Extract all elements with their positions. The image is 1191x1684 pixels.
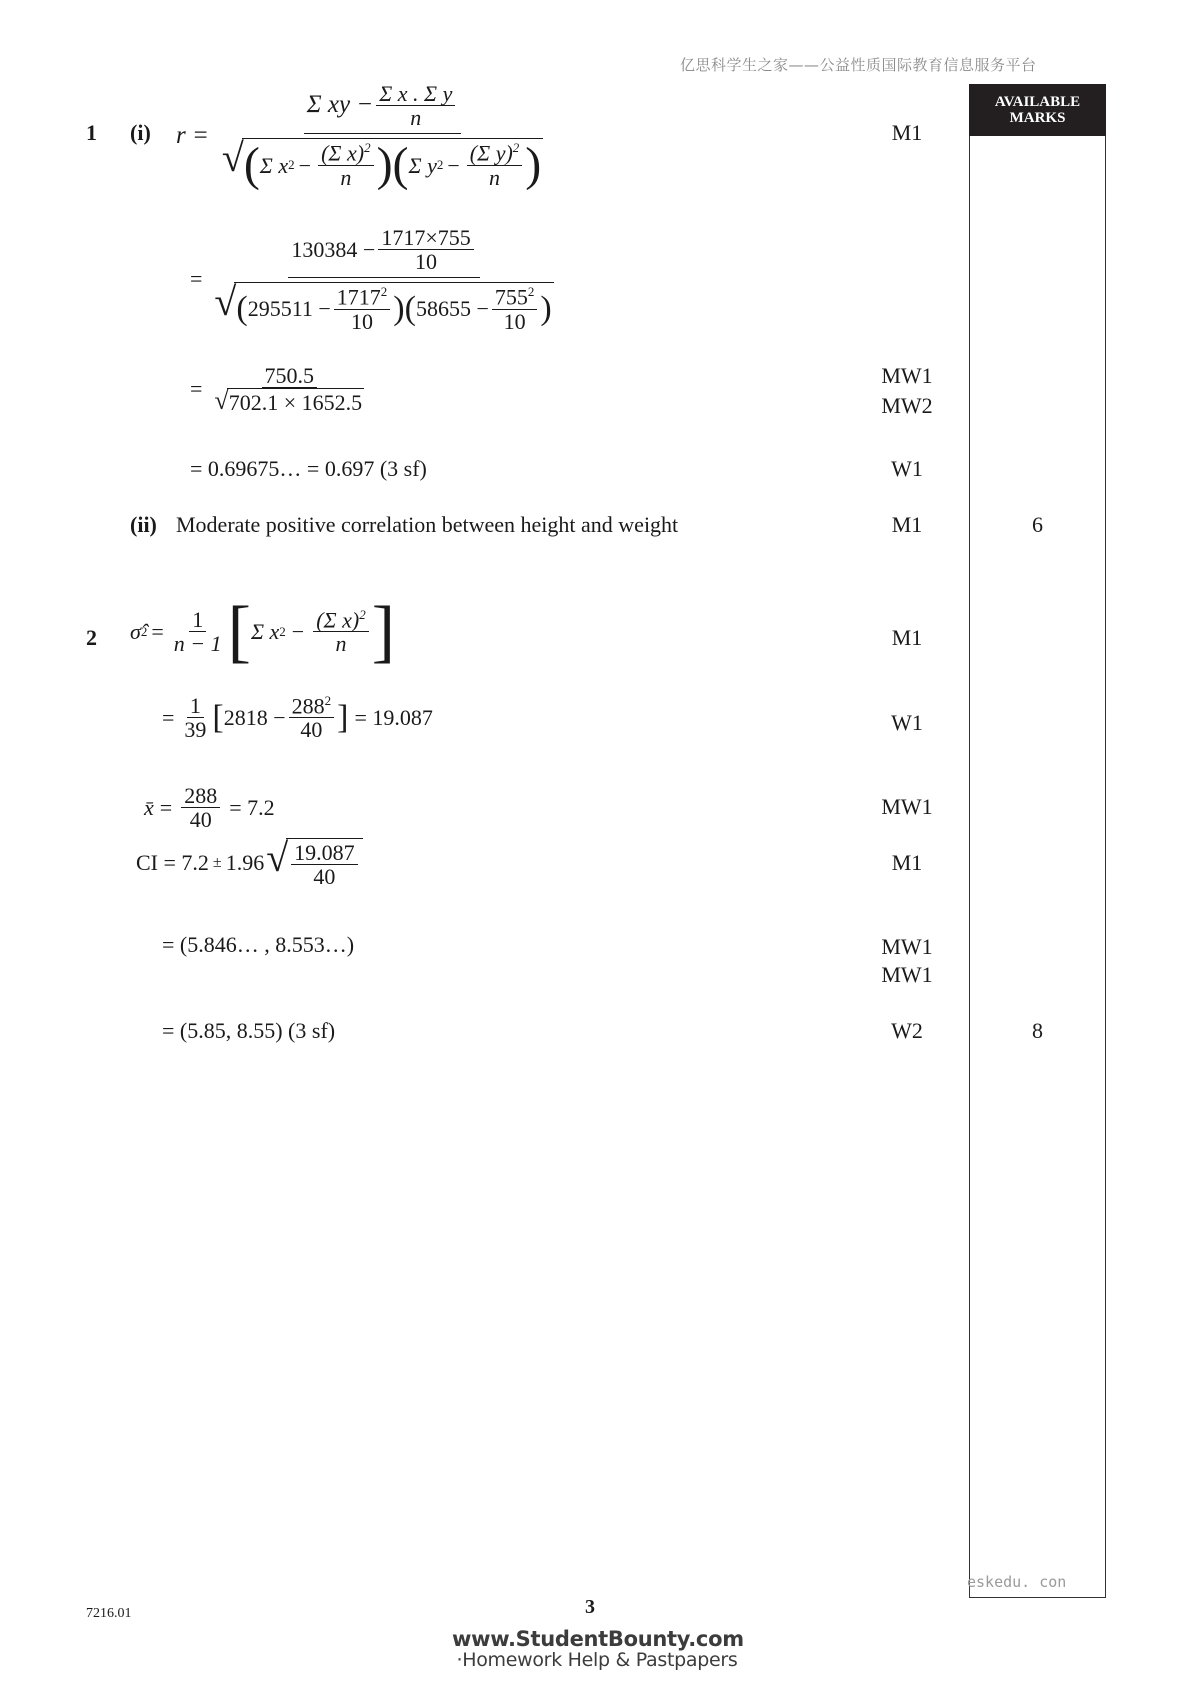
logo-line2: ·Homework Help & Pastpapers <box>456 1649 738 1671</box>
formula-lhs: r = <box>176 121 209 149</box>
watermark-text: eskedu. con <box>967 1573 1067 1591</box>
header-note: 亿思科学生之家——公益性质国际教育信息服务平台 <box>680 56 1037 74</box>
simplified-step: = 750.5 √ 702.1 × 1652.5 <box>190 363 363 416</box>
available-marks-header <box>969 84 1106 136</box>
page-number: 3 <box>585 1596 595 1618</box>
mark-label: MW1 <box>881 363 933 388</box>
question-number-1: 1 <box>86 120 97 145</box>
available-marks-q1: 6 <box>1032 512 1043 537</box>
variance-calculation: = $\frac{1}{39}$ [ 2818 − $\frac{288^2}{40}$ ] = 19.087 <box>162 693 433 743</box>
mark-label: MW1 <box>881 794 933 819</box>
mark-label: W1 <box>891 456 923 481</box>
part-ii-answer: Moderate positive correlation between height and weight <box>176 512 679 537</box>
confidence-interval-formula: CI = 7.2 ± 1.96 √ $\frac{19.087}{40}$ <box>136 838 363 888</box>
formula-den-a: Σ x <box>259 152 289 178</box>
mark-label: MW1 <box>881 962 933 987</box>
mark-label: M1 <box>891 120 923 145</box>
part-label-i: (i) <box>130 120 151 145</box>
studentbounty-logo <box>452 1628 742 1670</box>
variance-formula: σ̂ 2 = $\frac{1}{n - 1}$ [ Σ x 2 − $\frac{(\Sigma x)^2}{n}$ ] <box>130 593 396 670</box>
mark-label: MW2 <box>881 393 933 418</box>
confidence-interval-value: = (5.846… , 8.553…) <box>162 932 355 957</box>
mark-label: MW1 <box>881 934 933 959</box>
formula-num-frac-bottom: n <box>410 105 422 131</box>
formula-num-frac-top: Σ x . Σ y <box>376 82 455 106</box>
mark-label: M1 <box>891 625 923 650</box>
mark-label: M1 <box>891 850 923 875</box>
logo-line1: www.StudentBounty.com <box>452 1627 744 1651</box>
confidence-interval-final: = (5.85, 8.55) (3 sf) <box>162 1018 336 1043</box>
result-step: = 0.69675… = 0.697 (3 sf) <box>190 456 427 481</box>
formula-num-main: Σ xy − <box>306 91 374 119</box>
mean-calculation: x̄ = $\frac{288}{40}$ = 7.2 <box>144 783 275 833</box>
part-label-ii: (ii) <box>130 512 157 537</box>
available-marks-q2: 8 <box>1032 1018 1043 1043</box>
mark-label: M1 <box>891 512 923 537</box>
available-marks-column <box>969 84 1106 1598</box>
correlation-formula: r = Σ xy − $\frac{\text{Σ x . Σ y}}{n}$ √ ( Σ x 2 − $\frac{(\Sigma x)^2}{n}$ )( Σ y 2 − $\frac{(\Sigma y)^2}{n}$ ) <box>176 81 542 192</box>
marks-header-line2: MARKS <box>1009 110 1066 126</box>
formula-den-b: Σ y <box>408 152 437 178</box>
question-number-2: 2 <box>86 625 97 650</box>
mark-label: W1 <box>891 710 923 735</box>
mark-label: W2 <box>891 1018 923 1043</box>
substitution-step: = 130384 − $\frac{1717\times 755}{10}$ √ ( 295511 − $\frac{1717^2}{10}$ )( 58655 − $\frac{755^2}{10}$ ) <box>190 225 552 334</box>
paper-code: 7216.01 <box>86 1606 132 1621</box>
marks-header-line1: AVAILABLE <box>994 94 1081 110</box>
